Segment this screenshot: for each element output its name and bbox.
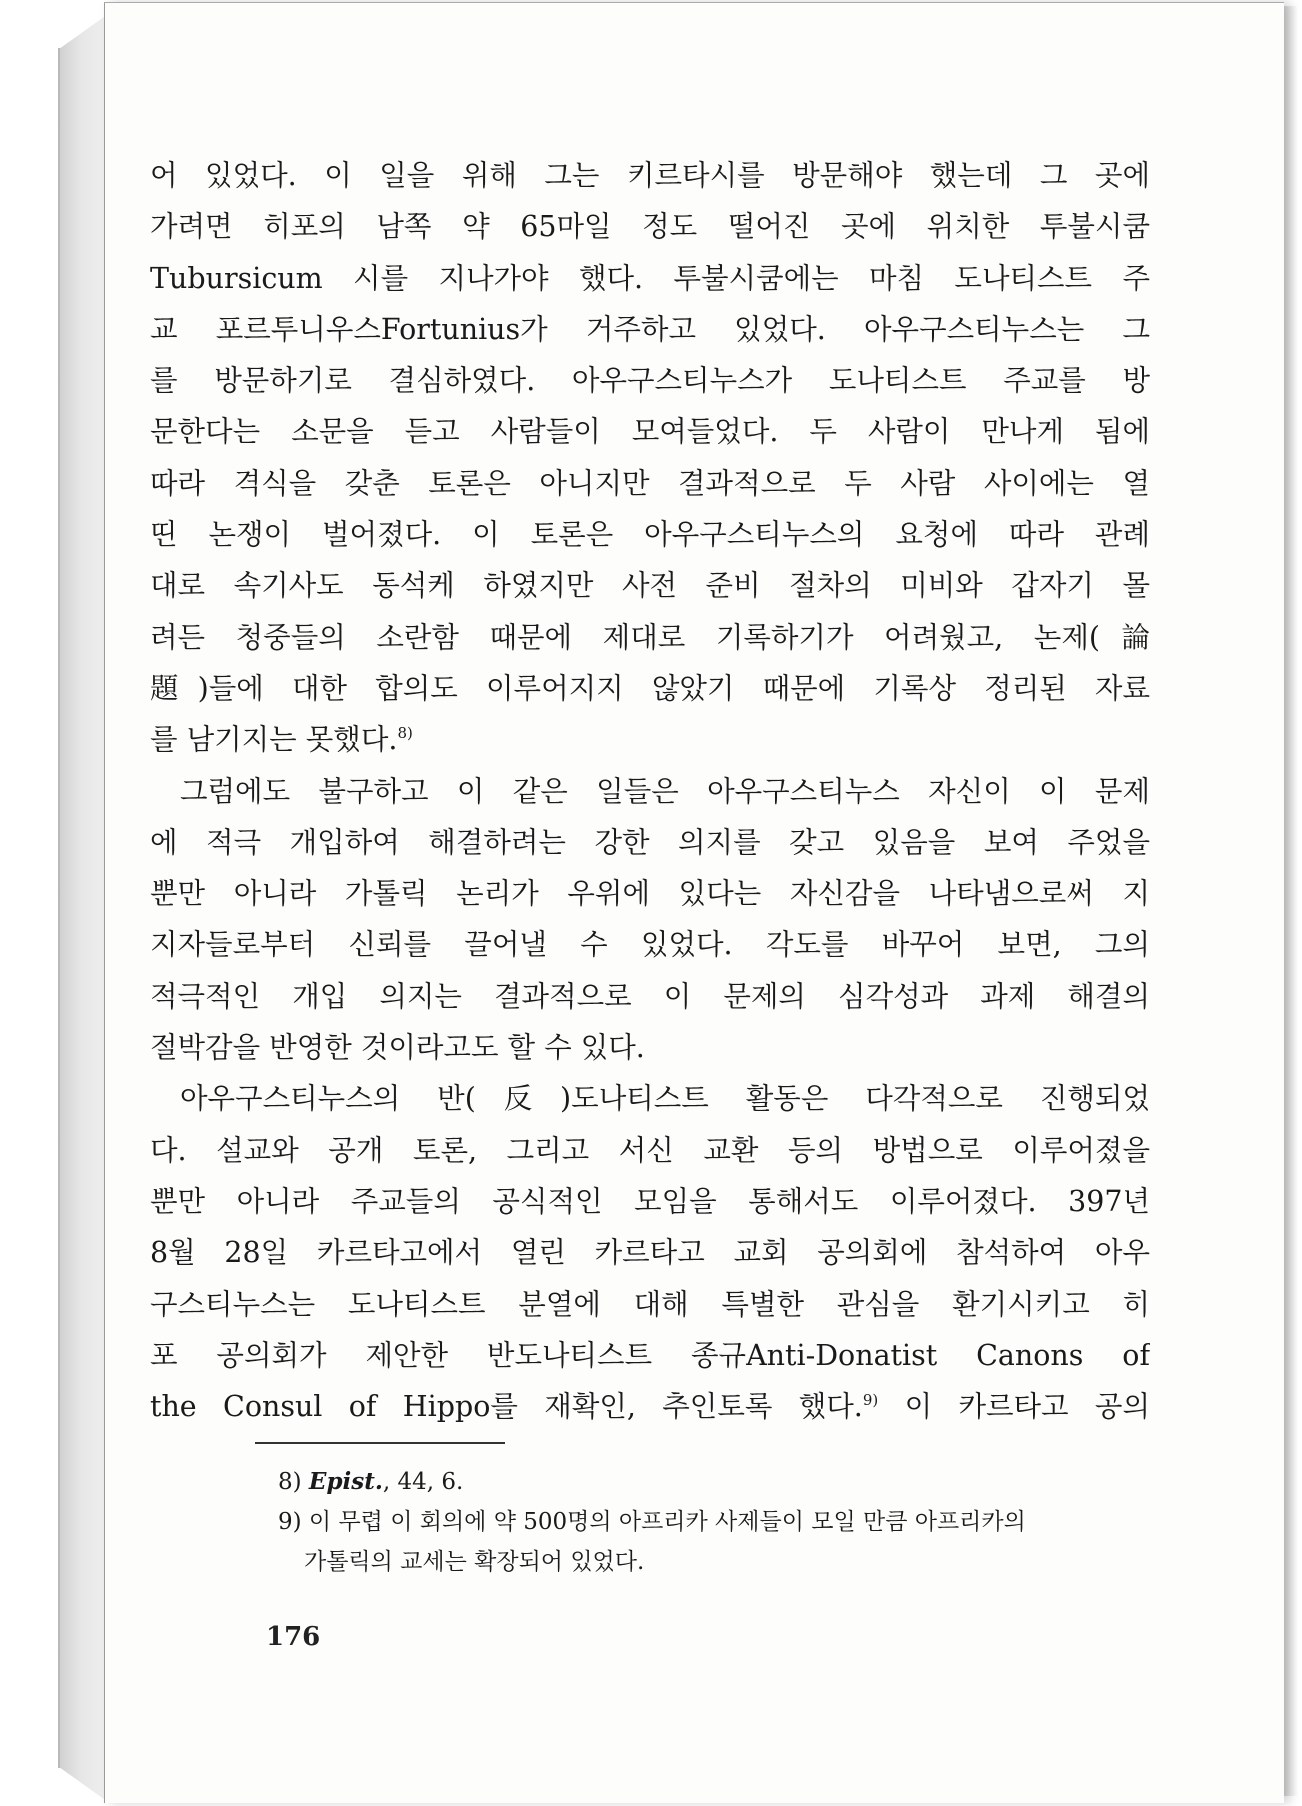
text-line: 려든 청중들의 소란함 때문에 제대로 기록하기가 어려웠고, 논제(論 — [150, 620, 1150, 654]
text-line: 지자들로부터 신뢰를 끌어낼 수 있었다. 각도를 바꾸어 보면, 그의 — [150, 928, 1150, 962]
text-line: Tubursicum 시를 지나가야 했다. 투불시쿰에는 마침 도나티스트 주 — [150, 261, 1150, 295]
text-line: 題)들에 대한 합의도 이루어지지 않았기 때문에 기록상 정리된 자료 — [150, 671, 1150, 705]
paragraph-3 — [150, 1073, 1150, 1432]
text-line-with-footnote — [150, 1381, 1150, 1432]
footnote-text: 이 무렵 이 회의에 약 500명의 아프리카 사제들이 모일 만큼 아프리카의 — [308, 1509, 1026, 1535]
text-line: 뿐만 아니라 가톨릭 논리가 우위에 있다는 자신감을 나타냄으로써 지 — [150, 877, 1150, 911]
footnote-text: , 44, 6. — [382, 1469, 464, 1495]
text-line: 따라 격식을 갖춘 토론은 아니지만 결과적으로 두 사람 사이에는 열 — [150, 466, 1150, 500]
footnote-ref-8[interactable]: 8) — [397, 724, 413, 743]
text-line: 구스티누스는 도나티스트 분열에 대해 특별한 관심을 환기시키고 히 — [150, 1287, 1150, 1321]
text-line-last — [150, 714, 1150, 765]
text-line: 8월 28일 카르타고에서 열린 카르타고 교회 공의회에 참석하여 아우 — [150, 1236, 1150, 1270]
spine-edge — [58, 48, 60, 1768]
text-line: 띤 논쟁이 벌어졌다. 이 토론은 아우구스티누스의 요청에 따라 관례 — [150, 518, 1150, 552]
footnote-ref-9[interactable]: 9) — [862, 1391, 879, 1410]
body-text — [150, 150, 1150, 1432]
text-line: 를 남기지는 못했다. — [150, 723, 398, 757]
text-line-last: 절박감을 반영한 것이라고도 할 수 있다. — [150, 1031, 645, 1065]
text-line-tail: 이 카르타고 공의 — [878, 1390, 1150, 1424]
page-shadow — [1284, 6, 1298, 1796]
text-line: 교 포르투니우스Fortunius가 거주하고 있었다. 아우구스티누스는 그 — [150, 312, 1150, 346]
text-line: 포 공의회가 제안한 반도나티스트 종규Anti-Donatist Canons of — [150, 1338, 1150, 1372]
text-line: 적극적인 개입 의지는 결과적으로 이 문제의 심각성과 과제 해결의 — [150, 979, 1150, 1013]
text-line: 에 적극 개입하여 해결하려는 강한 의지를 갖고 있음을 보여 주었을 — [150, 825, 1150, 859]
book-spine — [58, 14, 108, 1802]
text-line: 그럼에도 불구하고 이 같은 일들은 아우구스티누스 자신이 이 문제 — [180, 774, 1150, 808]
paragraph-2 — [150, 766, 1150, 1074]
paragraph-1 — [150, 150, 1150, 766]
text-line: 가려면 히포의 남쪽 약 65마일 정도 떨어진 곳에 위치한 투불시쿰 — [150, 210, 1150, 244]
text-line: 뿐만 아니라 주교들의 공식적인 모임을 통해서도 이루어졌다. 397년 — [150, 1184, 1150, 1218]
text-line: 문한다는 소문을 듣고 사람들이 모여들었다. 두 사람이 만나게 됨에 — [150, 415, 1150, 449]
text-line: 어 있었다. 이 일을 위해 그는 키르타시를 방문해야 했는데 그 곳에 — [150, 159, 1150, 192]
text-line: 를 방문하기로 결심하였다. 아우구스티누스가 도나티스트 주교를 방 — [150, 364, 1150, 398]
page-number: 176 — [266, 1622, 321, 1652]
text-line: 아우구스티누스의 반(反)도나티스트 활동은 다각적으로 진행되었 — [180, 1082, 1150, 1116]
footnote-marker: 8) — [278, 1469, 302, 1495]
footnote-8 — [278, 1462, 1158, 1502]
footnotes — [278, 1462, 1158, 1582]
footnote-divider — [255, 1442, 505, 1444]
footnote-text: 가톨릭의 교세는 확장되어 있었다. — [304, 1549, 645, 1575]
footnote-9-continuation — [278, 1542, 1158, 1582]
text-line: 다. 설교와 공개 토론, 그리고 서신 교환 등의 방법으로 이루어졌을 — [150, 1133, 1150, 1167]
footnote-citation: Epist. — [308, 1468, 383, 1495]
footnote-marker: 9) — [278, 1509, 302, 1535]
text-line: the Consul of Hippo를 재확인, 추인토록 했다. — [150, 1390, 863, 1424]
footnote-9 — [278, 1502, 1158, 1542]
text-line: 대로 속기사도 동석케 하였지만 사전 준비 절차의 미비와 갑자기 몰 — [150, 569, 1150, 603]
